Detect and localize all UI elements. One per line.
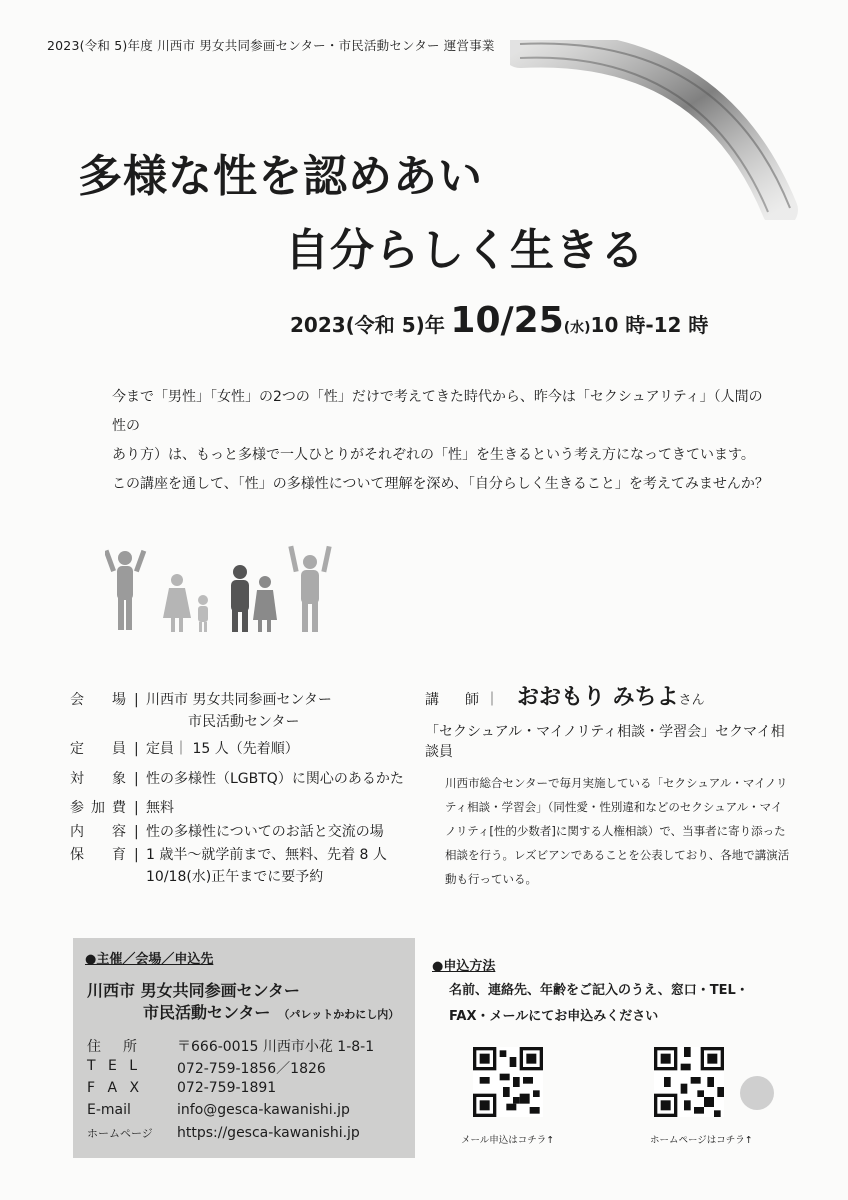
header-line: 2023(令和 5)年度 川西市 男女共同参画センター・市民活動センター 運営事業 [47, 38, 495, 53]
decorative-circle [740, 1076, 774, 1110]
info-target: 対象 | 性の多様性（LGBTQ）に関心のあるかた [70, 769, 404, 791]
mail-qr-code[interactable] [473, 1047, 543, 1117]
mail-qr-caption: メール申込はコチラ↑ [461, 1135, 555, 1146]
info-value: 性の多様性（LGBTQ）に関心のあるかた [146, 770, 404, 787]
lecturer-name: おおもり みちよ [517, 685, 679, 710]
info-value: 無料 [146, 800, 174, 816]
event-year: 2023(令和 5)年 [290, 313, 445, 337]
website-qr-caption: ホームページはコチラ↑ [650, 1135, 753, 1146]
intro-line-3: この講座を通して、「性」の多様性について理解を深め、「自分らしく生きること」を考えてみませんか？ [112, 476, 769, 492]
host-org-1: 川西市 男女共同参画センター [87, 981, 300, 1000]
host-email[interactable]: E-mail info@gesca-kawanishi.jp [87, 1102, 350, 1118]
host-title: ●主催／会場／申込先 [85, 952, 214, 967]
host-org-note: （パレットかわにし内） [278, 1008, 400, 1021]
info-label: 参加費 [70, 800, 126, 816]
info-label: 会場 [70, 692, 126, 708]
lecturer-role: 「セクシュアル・マイノリティ相談・学習会」セクマイ相談員 [425, 724, 785, 760]
host-org-2: 市民活動センター （パレットかわにし内） [143, 1003, 400, 1022]
lecturer-section [425, 680, 795, 891]
website-qr-code[interactable] [654, 1047, 724, 1117]
lecturer-honorific: さん [678, 693, 705, 708]
title-line-2: 自分らしく生きる [285, 225, 645, 276]
info-label: 内容 [70, 823, 126, 840]
host-website[interactable]: ホームページ https://gesca-kawanishi.jp [87, 1125, 360, 1141]
rainbow-graphic [510, 40, 810, 220]
intro-text [112, 383, 772, 499]
info-value: 川西市 男女共同参画センター 市民活動センター [146, 692, 332, 730]
info-venue: 会場 | 川西市 男女共同参画センター 市民活動センター [70, 690, 404, 733]
info-label: 保育 [70, 847, 126, 863]
title-line-1: 多様な性を認めあい [78, 151, 483, 202]
intro-line-1: 今まで「男性」「女性」の2つの「性」だけで考えてきた時代から、昨今は「セクシュアリティ」（人間の性の [112, 389, 763, 434]
event-weekday: (水) [563, 320, 591, 336]
lecturer-bio: 川西市総合センターで毎月実施している「セクシュアル・マイノリティ相談・学習会」（同性愛・性別違和などのセクシュアル・マイノリティ[性的少数者]に関する人権相談）で、当事者に寄り添った相談を行う。レズビアンであることを公表しており、各地で講演活動も行っている。 [445, 776, 790, 886]
apply-text: 名前、連絡先、年齢をご記入のうえ、窓口・TEL・FAX・メールにてお申込みください [449, 983, 749, 1024]
host-address: 住 所 〒666-0015 川西市小花 1-8-1 [87, 1039, 375, 1055]
intro-line-2: あり方）は、もっと多様で一人ひとりがそれぞれの「性」を生きるという考え方になってきています。 [112, 447, 755, 463]
event-date [290, 300, 708, 341]
info-fee: 参加費 | 無料 [70, 798, 404, 820]
apply-title: ●申込方法 [432, 959, 496, 974]
info-content: 内容 | 性の多様性についてのお話と交流の場 [70, 822, 404, 844]
host-box [73, 938, 415, 1158]
info-value: 定員｜ 15 人（先着順） [146, 741, 299, 757]
event-time: 10 時-12 時 [590, 313, 709, 337]
info-label: 定員 [70, 741, 126, 757]
host-fax: F A X 072-759-1891 [87, 1080, 277, 1096]
info-value: 性の多様性についてのお話と交流の場 [146, 823, 384, 840]
info-value: 1 歳半～就学前まで、無料、先着 8 人 10/18(水)正午までに要予約 [146, 847, 387, 885]
info-childcare: 保育 | 1 歳半～就学前まで、無料、先着 8 人 10/18(水)正午までに要予約 [70, 845, 404, 888]
info-capacity: 定員 | 定員｜ 15 人（先着順） [70, 739, 404, 761]
people-illustration [105, 540, 335, 640]
info-label: 対象 [70, 770, 126, 787]
lecturer-label: 講 師｜ [425, 692, 505, 708]
host-tel: T E L 072-759-1856／1826 [87, 1058, 326, 1077]
event-day: 10/25 [450, 300, 564, 341]
event-info [70, 690, 404, 888]
